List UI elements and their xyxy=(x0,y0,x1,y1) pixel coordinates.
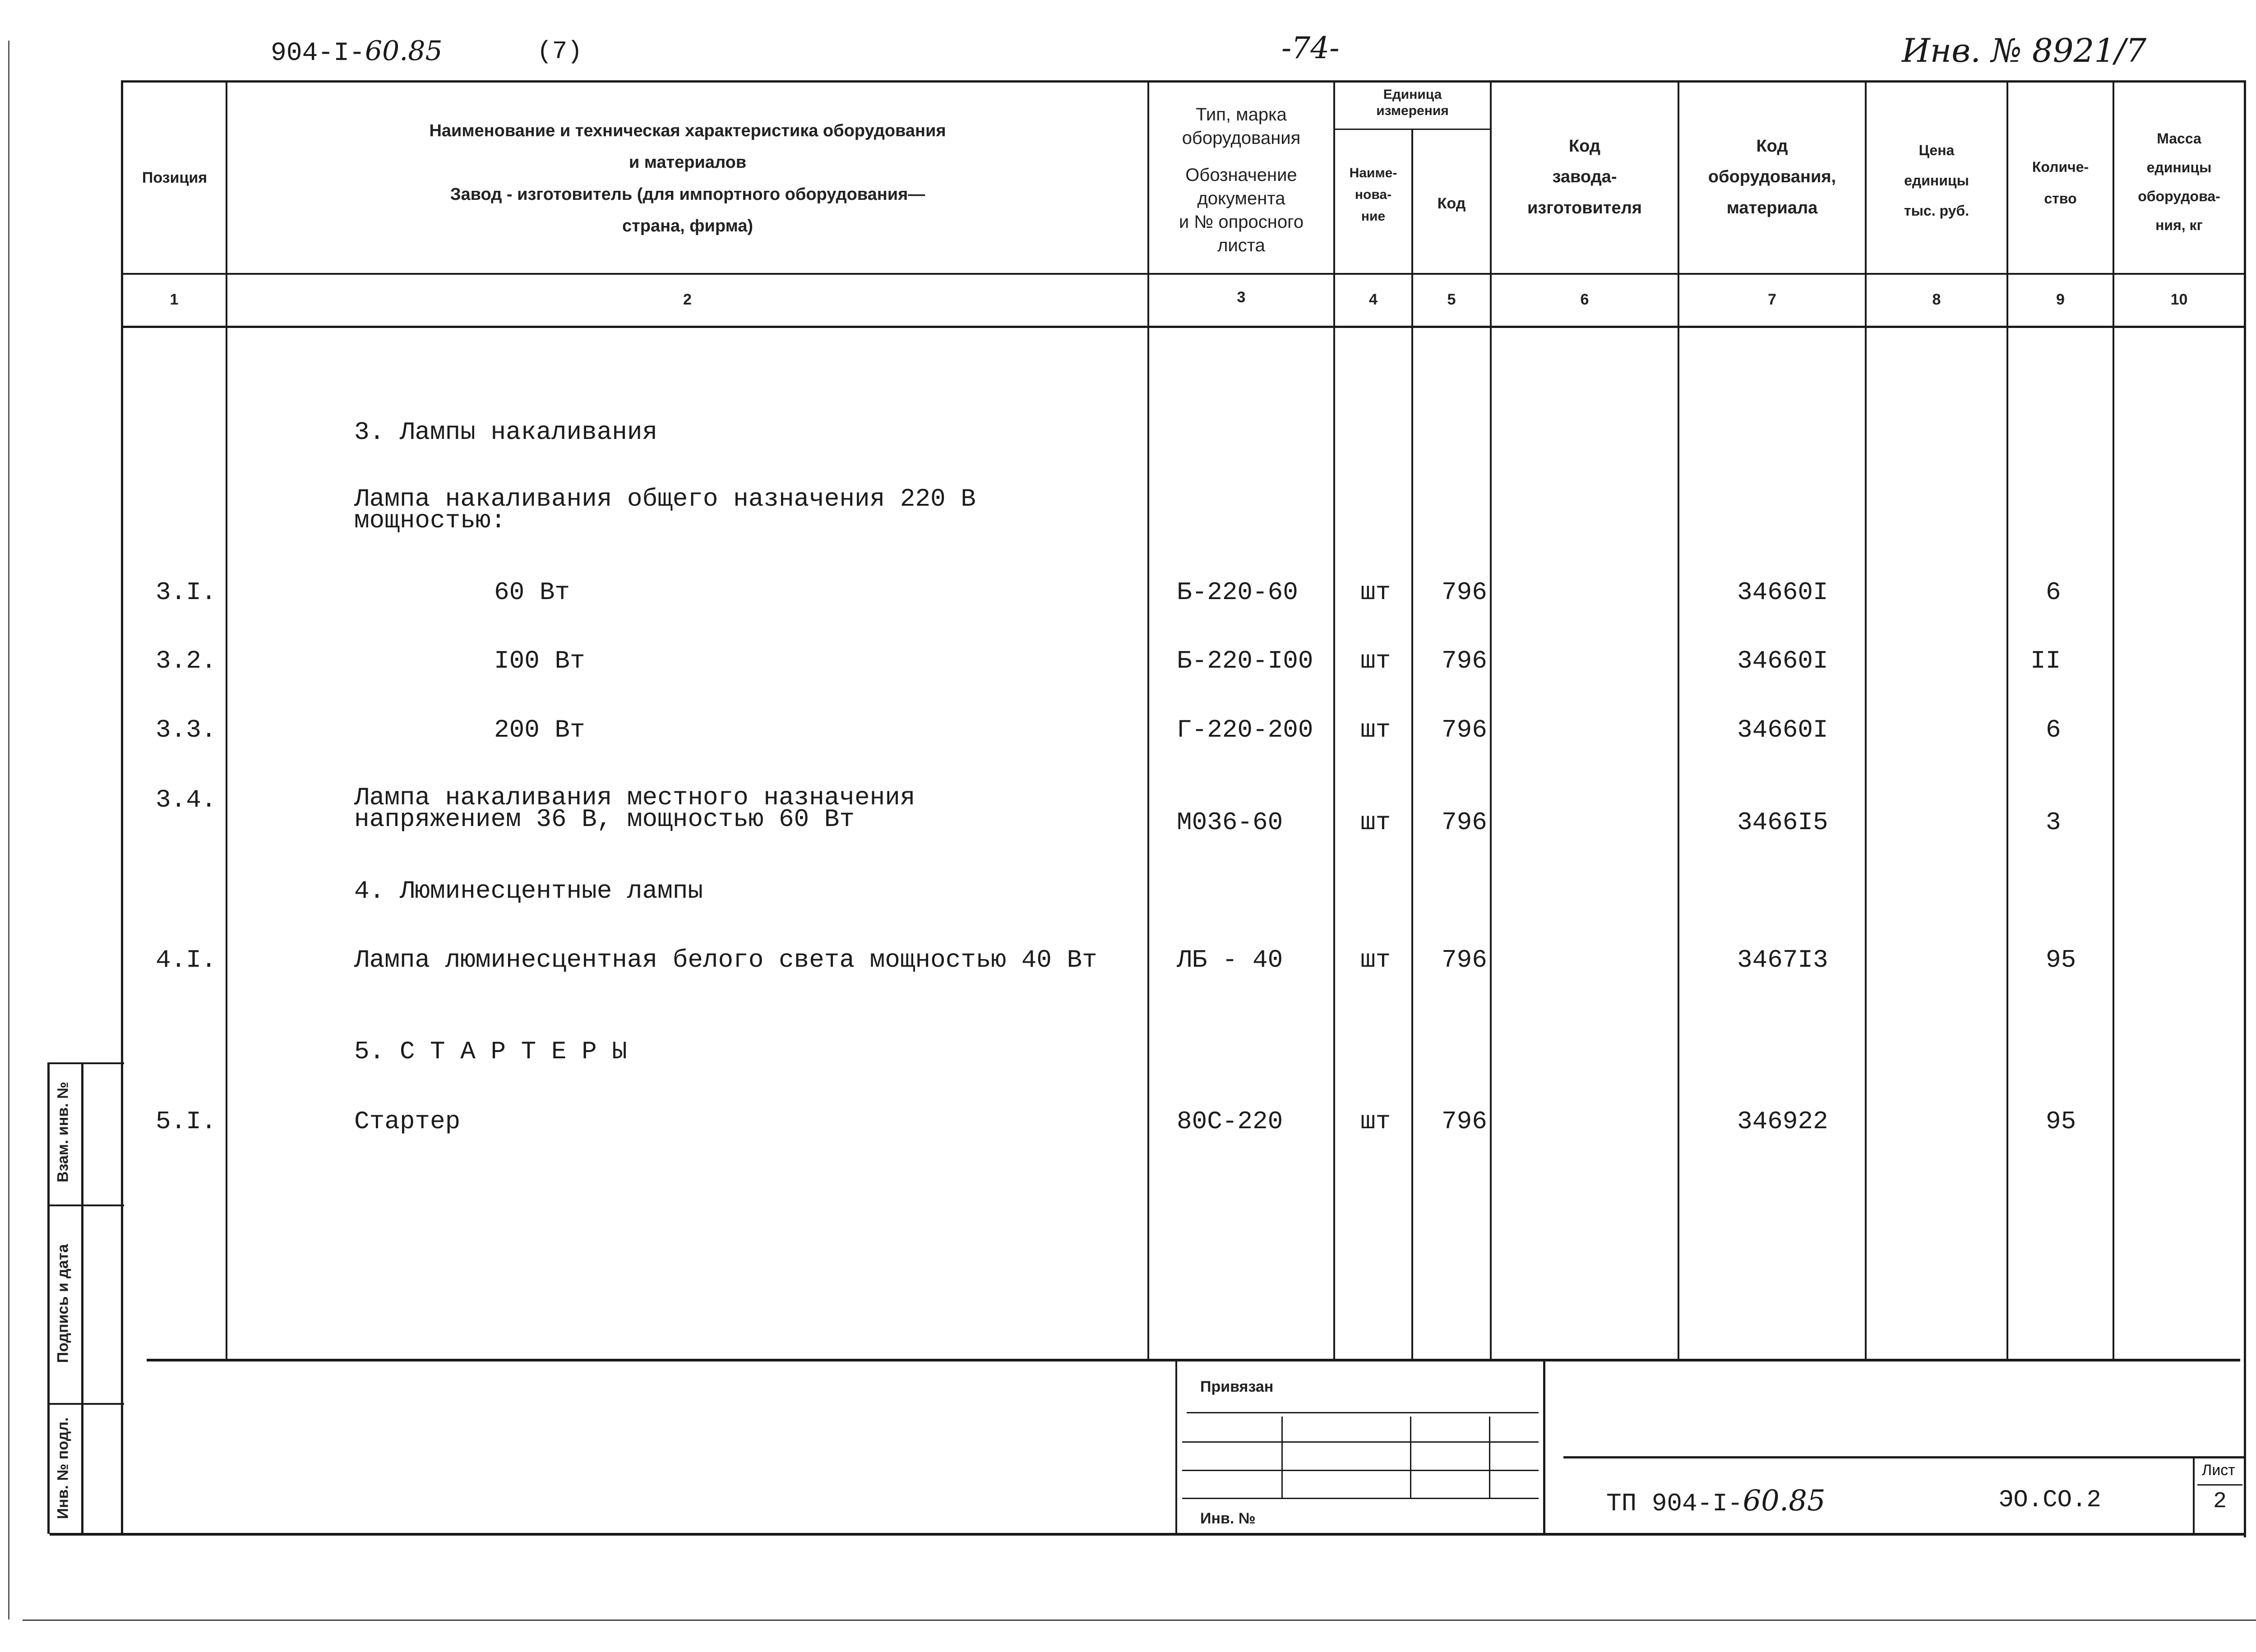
header-mass-l3: оборудова- xyxy=(2138,188,2220,204)
header-mass-l1: Масса xyxy=(2157,130,2201,147)
colnum-7: 7 xyxy=(1768,291,1776,308)
header-name-l3: Завод - изготовитель (для импортного оборудования— xyxy=(450,185,925,204)
header-unit-name-l1: Наиме- xyxy=(1349,166,1397,180)
row-unit-code: 796 xyxy=(1442,646,1487,675)
col-line-2 xyxy=(1147,80,1149,1361)
side-box-right xyxy=(81,1062,83,1534)
series-handwritten: 60.85 xyxy=(365,35,443,67)
colnum-10: 10 xyxy=(2170,291,2188,308)
side-outer-right xyxy=(121,1062,123,1534)
sheet-number-top: (7) xyxy=(537,37,582,66)
row-unit: шт xyxy=(1360,808,1391,837)
side-box-left xyxy=(47,1062,50,1534)
row-position: 5.I. xyxy=(156,1107,217,1136)
colnum-8: 8 xyxy=(1932,291,1941,308)
row-position: 3.2. xyxy=(156,646,217,675)
colnum-6: 6 xyxy=(1580,291,1589,308)
bound-inv-label: Инв. № xyxy=(1200,1510,1256,1527)
header-units-l2: измерения xyxy=(1376,103,1449,118)
header-mass-l2: единицы xyxy=(2146,159,2212,175)
header-plant-code xyxy=(1492,131,1678,223)
header-plant-code-l3: изготовителя xyxy=(1527,198,1642,217)
row-equipment-code: 34660I xyxy=(1737,578,1828,607)
row-quantity: 95 xyxy=(2046,946,2076,974)
row-position: 3.3. xyxy=(156,715,217,744)
row-name xyxy=(354,783,915,834)
header-mass-l4: ния, кг xyxy=(2155,217,2203,233)
row-unit: шт xyxy=(1360,715,1391,744)
header-unit-name-l3: ние xyxy=(1361,209,1386,224)
colnum-divider xyxy=(121,326,2246,328)
header-equipment-code-l2: оборудования, xyxy=(1708,167,1836,187)
outer-page-bottom xyxy=(23,1620,2256,1621)
colnum-9: 9 xyxy=(2056,291,2065,308)
bound-vline-1 xyxy=(1281,1417,1283,1498)
bound-line-3 xyxy=(1182,1470,1539,1471)
inventory-number xyxy=(1902,32,2146,69)
header-unit-name xyxy=(1335,162,1411,227)
row-name: 60 Вт xyxy=(494,578,570,607)
bound-box-right xyxy=(1543,1359,1545,1535)
header-type-l1: Тип, марка xyxy=(1196,105,1287,125)
row-unit-code: 796 xyxy=(1442,1107,1487,1136)
col-line-8 xyxy=(2006,80,2008,1361)
row-unit-code: 796 xyxy=(1442,578,1487,607)
row-quantity: 6 xyxy=(2046,715,2061,744)
row-unit-code: 796 xyxy=(1442,946,1487,974)
row-name: I00 Вт xyxy=(494,646,585,675)
row-name: Лампа люминесцентная белого света мощностью 40 Вт xyxy=(354,946,1097,974)
doc-code-handwritten: 60.85 xyxy=(1743,1484,1826,1518)
header-unit-name-l2: нова- xyxy=(1355,187,1392,202)
side-box-div-1 xyxy=(47,1204,124,1206)
header-equipment-code xyxy=(1679,131,1865,223)
sheet-box-left xyxy=(2193,1456,2195,1535)
colnum-5: 5 xyxy=(1447,291,1456,308)
header-type-l5: и № опросного xyxy=(1179,212,1304,232)
bound-vline-3 xyxy=(1489,1417,1490,1498)
doc-code xyxy=(1606,1484,1826,1518)
outer-page-left xyxy=(8,41,9,1620)
row-type: Г-220-200 xyxy=(1177,715,1313,744)
side-inv-podl: Инв. № подл. xyxy=(54,1417,72,1519)
header-position: Позиция xyxy=(142,169,208,186)
inventory-label: Инв. № xyxy=(1902,32,2022,69)
col-line-6 xyxy=(1678,80,1679,1361)
row-unit: шт xyxy=(1360,1107,1391,1136)
row-unit: шт xyxy=(1360,578,1391,607)
row-type: ЛБ - 40 xyxy=(1177,946,1283,974)
col-line-7 xyxy=(1865,80,1867,1361)
header-divider xyxy=(121,273,2246,275)
row-type: Б-220-60 xyxy=(1177,578,1298,607)
doc-code-prefix: ТП 904-I- xyxy=(1606,1489,1743,1518)
colnum-4: 4 xyxy=(1369,291,1378,308)
header-type-l3: Обозначение xyxy=(1185,165,1297,185)
sheet-number: 2 xyxy=(2213,1489,2227,1514)
side-vzam-inv: Взам. инв. № xyxy=(54,1081,72,1183)
header-plant-code-l2: завода- xyxy=(1552,167,1617,187)
col-line-5 xyxy=(1490,80,1492,1361)
row-position: 4.I. xyxy=(156,946,217,974)
row-unit: шт xyxy=(1360,646,1391,675)
colnum-2: 2 xyxy=(683,291,692,308)
bound-line-4 xyxy=(1182,1498,1539,1499)
header-price-l2: единицы xyxy=(1904,172,1969,189)
header-quantity-l2: ство xyxy=(2044,190,2077,207)
row-position: 3.4. xyxy=(156,785,217,814)
inventory-value: 8921/7 xyxy=(2032,32,2147,69)
header-price-l3: тыс. руб. xyxy=(1904,203,1969,219)
row-quantity: 95 xyxy=(2046,1107,2076,1136)
bound-line-1 xyxy=(1187,1412,1539,1413)
doc-code-line xyxy=(1563,1456,2245,1458)
row-name: 200 Вт xyxy=(494,715,585,744)
row-type: Б-220-I00 xyxy=(1177,646,1313,675)
row-unit-code: 796 xyxy=(1442,715,1487,744)
header-type-l6: листа xyxy=(1217,235,1265,255)
sheet-label: Лист xyxy=(2202,1462,2235,1479)
header-unit-code: Код xyxy=(1437,195,1466,212)
col-line-1 xyxy=(226,80,227,1361)
bound-box-left xyxy=(1175,1359,1177,1535)
header-units-group xyxy=(1335,87,1490,119)
frame-right-line xyxy=(2244,80,2246,1537)
header-equipment-code-l1: Код xyxy=(1756,137,1788,156)
row-quantity: II xyxy=(2030,646,2061,675)
section-3-desc-l1: Лампа накаливания общего назначения 220 В xyxy=(354,485,976,513)
bound-vline-2 xyxy=(1410,1417,1411,1498)
header-plant-code-l1: Код xyxy=(1568,137,1601,156)
frame-bottom-line xyxy=(50,1533,2246,1536)
col-line-3 xyxy=(1333,80,1335,1361)
bound-line-2 xyxy=(1182,1441,1539,1443)
header-quantity-l1: Количе- xyxy=(2032,159,2089,175)
row-name: Стартер xyxy=(354,1107,461,1136)
frame-top-line xyxy=(121,80,2246,83)
header-quantity xyxy=(2008,151,2113,215)
bound-label: Привязан xyxy=(1200,1378,1274,1395)
row-equipment-code: 3467I3 xyxy=(1737,946,1828,974)
side-box-top xyxy=(47,1062,124,1064)
header-mass xyxy=(2114,124,2244,240)
section-3-description xyxy=(354,485,976,535)
header-type-l2: оборудования xyxy=(1182,128,1301,148)
col-line-4 xyxy=(1411,129,1413,1361)
colnum-3: 3 xyxy=(1237,289,1246,306)
stamp-top-line xyxy=(147,1359,2240,1361)
header-price xyxy=(1867,135,2006,226)
doc-designation: ЭО.СО.2 xyxy=(1999,1486,2101,1514)
header-name-l1: Наименование и техническая характеристика оборудования xyxy=(429,121,946,140)
header-type xyxy=(1149,103,1333,257)
row-unit-code: 796 xyxy=(1442,808,1487,837)
page-mark: -74- xyxy=(1281,31,1340,65)
sheet-label-line xyxy=(2197,1484,2242,1486)
colnum-1: 1 xyxy=(170,291,179,308)
row-name-l1: Лампа накаливания местного назначения xyxy=(354,783,915,812)
row-name-l2: напряжением 36 В, мощностью 60 Вт xyxy=(354,804,855,834)
series-number xyxy=(271,35,443,68)
row-position: 3.I. xyxy=(156,578,217,607)
header-units-l1: Единица xyxy=(1383,87,1442,102)
series-prefix: 904-I- xyxy=(271,39,365,68)
row-type: 80С-220 xyxy=(1177,1107,1283,1136)
section-4-title: 4. Люминесцентные лампы xyxy=(354,877,703,905)
row-equipment-code: 346922 xyxy=(1737,1107,1828,1136)
section-3-title: 3. Лампы накаливания xyxy=(354,418,658,447)
header-name-l2: и материалов xyxy=(629,153,747,172)
row-quantity: 3 xyxy=(2046,808,2061,837)
row-equipment-code: 3466I5 xyxy=(1737,808,1828,837)
header-name xyxy=(228,115,1147,242)
row-type: М036-60 xyxy=(1177,808,1283,837)
header-equipment-code-l3: материала xyxy=(1726,198,1818,217)
row-quantity: 6 xyxy=(2046,578,2061,607)
header-name-l4: страна, фирма) xyxy=(622,216,753,235)
side-signature-date: Подпись и дата xyxy=(54,1244,72,1363)
row-equipment-code: 34660I xyxy=(1737,715,1828,744)
section-5-title: 5. С Т А Р Т Е Р Ы xyxy=(354,1037,627,1066)
row-unit: шт xyxy=(1360,946,1391,974)
section-3-desc-l2: мощностью: xyxy=(354,506,506,535)
header-price-l1: Цена xyxy=(1919,142,1955,158)
col-line-9 xyxy=(2113,80,2114,1361)
header-type-l4: документа xyxy=(1197,189,1285,208)
row-equipment-code: 34660I xyxy=(1737,646,1828,675)
